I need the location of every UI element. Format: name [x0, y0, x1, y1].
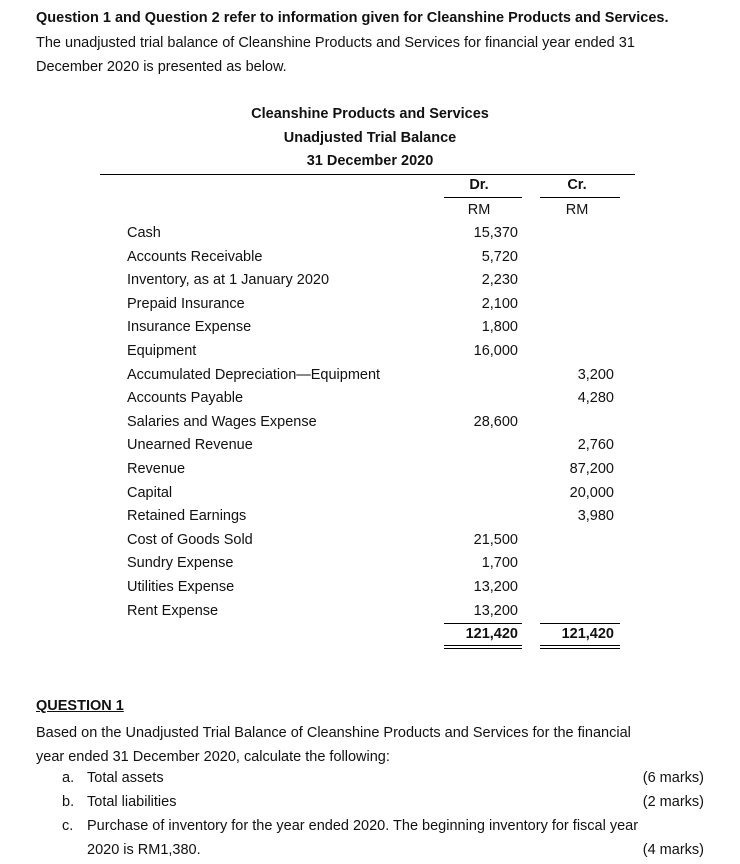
account-name: Salaries and Wages Expense: [127, 414, 317, 430]
item-label: a.: [62, 770, 75, 786]
item-b-marks: (2 marks): [642, 794, 704, 810]
question1-item-c: [62, 818, 704, 834]
statement-title: Unadjusted Trial Balance: [283, 130, 457, 146]
debit-amount: 28,600: [473, 414, 518, 430]
item-c-text-continued: 2020 is RM1,380.: [87, 842, 201, 858]
question1-heading: QUESTION 1: [36, 698, 124, 714]
dr-header-underline: [444, 197, 522, 198]
intro-line-1: The unadjusted trial balance of Cleanshine Products and Services for financial year ended 31: [36, 35, 635, 51]
item-label: b.: [62, 794, 75, 810]
debit-amount: 13,200: [473, 579, 518, 595]
credit-amount: 2,760: [577, 437, 614, 453]
account-name: Cash: [127, 225, 161, 241]
item-c-marks: (4 marks): [642, 842, 704, 858]
cr-header-underline: [540, 197, 620, 198]
account-name: Accumulated Depreciation—Equipment: [127, 367, 381, 383]
intro-heading: Question 1 and Question 2 refer to information given for Cleanshine Products and Services.: [36, 10, 669, 26]
debit-amount: 2,100: [481, 296, 518, 312]
dr-column-header: Dr.: [469, 177, 489, 193]
statement-date: 31 December 2020: [306, 153, 434, 169]
account-name: Inventory, as at 1 January 2020: [127, 272, 330, 288]
account-name: Sundry Expense: [127, 555, 234, 571]
intro-line-2: December 2020 is presented as below.: [36, 59, 287, 75]
company-name: Cleanshine Products and Services: [251, 106, 489, 122]
debit-amount: 2,230: [481, 272, 518, 288]
account-name: Equipment: [127, 343, 197, 359]
debit-amount: 1,800: [481, 319, 518, 335]
cr-double-rule-1: [540, 645, 620, 646]
debit-amount: 13,200: [473, 603, 518, 619]
debit-amount: 1,700: [481, 555, 518, 571]
cr-double-rule-2: [540, 648, 620, 649]
question1-line-1: Based on the Unadjusted Trial Balance of Cleanshine Products and Services for the financial: [36, 725, 631, 741]
question1-line-2: year ended 31 December 2020, calculate the following:: [36, 749, 390, 765]
dr-double-rule-2: [444, 648, 522, 649]
account-name: Retained Earnings: [127, 508, 247, 524]
credit-amount: 20,000: [569, 485, 614, 501]
account-name: Capital: [127, 485, 173, 501]
cr-column-header: Cr.: [567, 177, 587, 193]
credit-amount: 4,280: [577, 390, 614, 406]
cr-total-rule: [540, 623, 620, 624]
dr-total-rule: [444, 623, 522, 624]
item-text: Purchase of inventory for the year ended 2020. The beginning inventory for fiscal year: [87, 818, 639, 834]
account-name: Rent Expense: [127, 603, 219, 619]
header-rule: [100, 174, 635, 175]
item-a-marks: (6 marks): [642, 770, 704, 786]
account-name: Insurance Expense: [127, 319, 252, 335]
credit-amount: 3,980: [577, 508, 614, 524]
cr-unit: RM: [565, 202, 589, 218]
credit-amount: 3,200: [577, 367, 614, 383]
question1-item-b: [62, 794, 176, 810]
debit-amount: 15,370: [473, 225, 518, 241]
item-text: Total assets: [87, 770, 164, 786]
debit-amount: 5,720: [481, 249, 518, 265]
cr-total: 121,420: [561, 626, 614, 642]
question1-item-a: [62, 770, 164, 786]
item-label: c.: [62, 818, 74, 834]
account-name: Unearned Revenue: [127, 437, 253, 453]
account-name: Accounts Receivable: [127, 249, 263, 265]
account-name: Utilities Expense: [127, 579, 235, 595]
account-name: Accounts Payable: [127, 390, 244, 406]
account-name: Prepaid Insurance: [127, 296, 245, 312]
debit-amount: 21,500: [473, 532, 518, 548]
item-text: Total liabilities: [87, 794, 177, 810]
debit-amount: 16,000: [473, 343, 518, 359]
dr-double-rule-1: [444, 645, 522, 646]
account-name: Revenue: [127, 461, 186, 477]
dr-total: 121,420: [465, 626, 518, 642]
dr-unit: RM: [467, 202, 491, 218]
account-name: Cost of Goods Sold: [127, 532, 253, 548]
credit-amount: 87,200: [569, 461, 614, 477]
